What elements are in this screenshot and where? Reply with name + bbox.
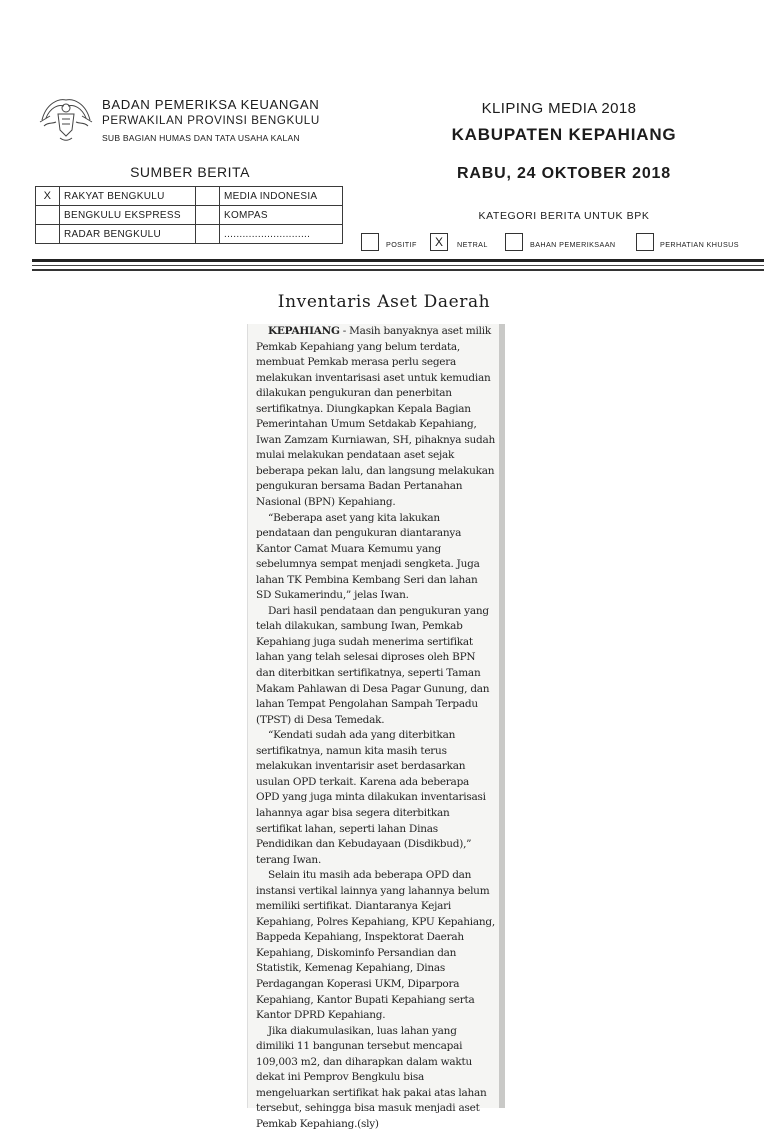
- sources-row: [36, 225, 343, 244]
- org-name-line2: PERWAKILAN PROVINSI BENGKULU: [102, 114, 320, 127]
- category-label-positif: POSITIF: [386, 240, 417, 249]
- article-lead: - Masih banyaknya aset milik Pemkab Kepahiang yang belum terdata, membuat Pemkab merasa perlu segera melakukan inventarisasi aset untuk kemudian dilakukan pengukuran dan penerbitan sertifikatnya. Diungkapkan Kepala Bagian Pemerintahan Umum Setdakab Kepahiang, Iwan Zamzam Kurniawan, SH, pihaknya sudah mulai melakukan pendataan aset sejak beberapa pekan lalu, dan langsung melakukan pengukuran bersama Badan Pertanahan Nasional (BPN) Kepahiang.: [256, 325, 495, 509]
- source-name: MEDIA INDONESIA: [220, 187, 343, 206]
- article-dateline: KEPAHIANG: [268, 325, 340, 337]
- category-checkbox-bahan[interactable]: [505, 233, 523, 251]
- source-name: ............................: [220, 225, 343, 244]
- category-checkbox-perhatian[interactable]: [636, 233, 654, 251]
- article-paragraph: “Beberapa aset yang kita lakukan pendataan dan pengukuran diantaranya Kantor Camat Muara Kemumu yang sebelumnya sempat menjadi sengketa. Juga lahan TK Pembina Kembang Seri dan lahan SD Sukamerindu,” jelas Iwan.: [256, 511, 480, 602]
- source-name: KOMPAS: [220, 206, 343, 225]
- article-paragraph: Jika diakumulasikan, luas lahan yang dimiliki 11 bangunan tersebut mencapai 109,003 m2, dan diharapkan dalam waktu dekat ini Pemprov Bengkulu bisa mengeluarkan sertifikat hak pakai atas lahan tersebut, sehingga bisa masuk menjadi aset Pemkab Kepahiang.(sly): [256, 1024, 487, 1130]
- article-headline: Inventaris Aset Daerah: [277, 292, 491, 312]
- source-spacer: [196, 225, 220, 244]
- sources-title: SUMBER BERITA: [130, 164, 250, 180]
- article-paragraph: Selain itu masih ada beberapa OPD dan instansi vertikal lainnya yang lahannya belum memiliki sertifikat. Diantaranya Kejari Kepahiang, Polres Kepahiang, KPU Kepahiang, Bappeda Kepahiang, Inspektorat Daerah Kepahiang, Diskominfo Persandian dan Statistik, Kemenag Kepahiang, Dinas Perdagangan Koperasi UKM, Diparpora Kepahiang, Kantor Bupati Kepahiang serta Kantor DPRD Kepahiang.: [256, 869, 495, 1022]
- org-name-line3: SUB BAGIAN HUMAS DAN TATA USAHA KALAN: [102, 133, 300, 143]
- article-paragraph: Dari hasil pendataan dan pengukuran yang telah dilakukan, sambung Iwan, Pemkab Kepahiang juga sudah menerima sertifikat lahan yang telah selesai diproses oleh BPN dan diterbitkan sertifikatnya, seperti Taman Makam Pahlawan di Desa Pagar Gunung, dan lahan Tempat Pengolahan Sampah Terpadu (TPST) di Desa Temedak.: [256, 604, 490, 726]
- category-label-bahan: BAHAN PEMERIKSAAN: [530, 240, 616, 249]
- category-label-netral: NETRAL: [457, 240, 488, 249]
- category-checkbox-positif[interactable]: [361, 233, 379, 251]
- region-title: KABUPATEN KEPAHIANG: [451, 125, 677, 144]
- sources-row: [36, 206, 343, 225]
- source-spacer: [196, 206, 220, 225]
- header-divider: [32, 269, 764, 271]
- header-divider: [32, 265, 764, 266]
- source-name: BENGKULU EKSPRESS: [60, 206, 196, 225]
- source-name: RADAR BENGKULU: [60, 225, 196, 244]
- source-spacer: [196, 187, 220, 206]
- org-name-line1: BADAN PEMERIKSA KEUANGAN: [102, 97, 320, 112]
- source-mark: X: [36, 187, 60, 206]
- source-name: RAKYAT BENGKULU: [60, 187, 196, 206]
- article-paragraph: “Kendati sudah ada yang diterbitkan sertifikatnya, namun kita masih terus melakukan inventarisir aset berdasarkan usulan OPD terkait. Karena ada beberapa OPD yang juga minta dilakukan inventarisasi lahannya agar bisa segera diterbitkan sertifikat lahan, seperti lahan Dinas Pendidikan dan Kebudayaan (Disdikbud),” terang Iwan.: [256, 729, 486, 866]
- clip-date: RABU, 24 OKTOBER 2018: [457, 165, 671, 182]
- sources-table: [35, 186, 343, 244]
- category-checkbox-netral[interactable]: X: [430, 233, 448, 251]
- source-mark: [36, 225, 60, 244]
- kliping-title: KLIPING MEDIA 2018: [481, 100, 637, 117]
- bpk-logo: [36, 92, 96, 144]
- article-paragraph: [256, 324, 495, 511]
- header-divider: [32, 259, 764, 262]
- sources-row: [36, 187, 343, 206]
- source-mark: [36, 206, 60, 225]
- article-body: [247, 324, 505, 1130]
- category-label-perhatian: PERHATIAN KHUSUS: [660, 240, 739, 249]
- category-title: KATEGORI BERITA UNTUK BPK: [478, 210, 650, 222]
